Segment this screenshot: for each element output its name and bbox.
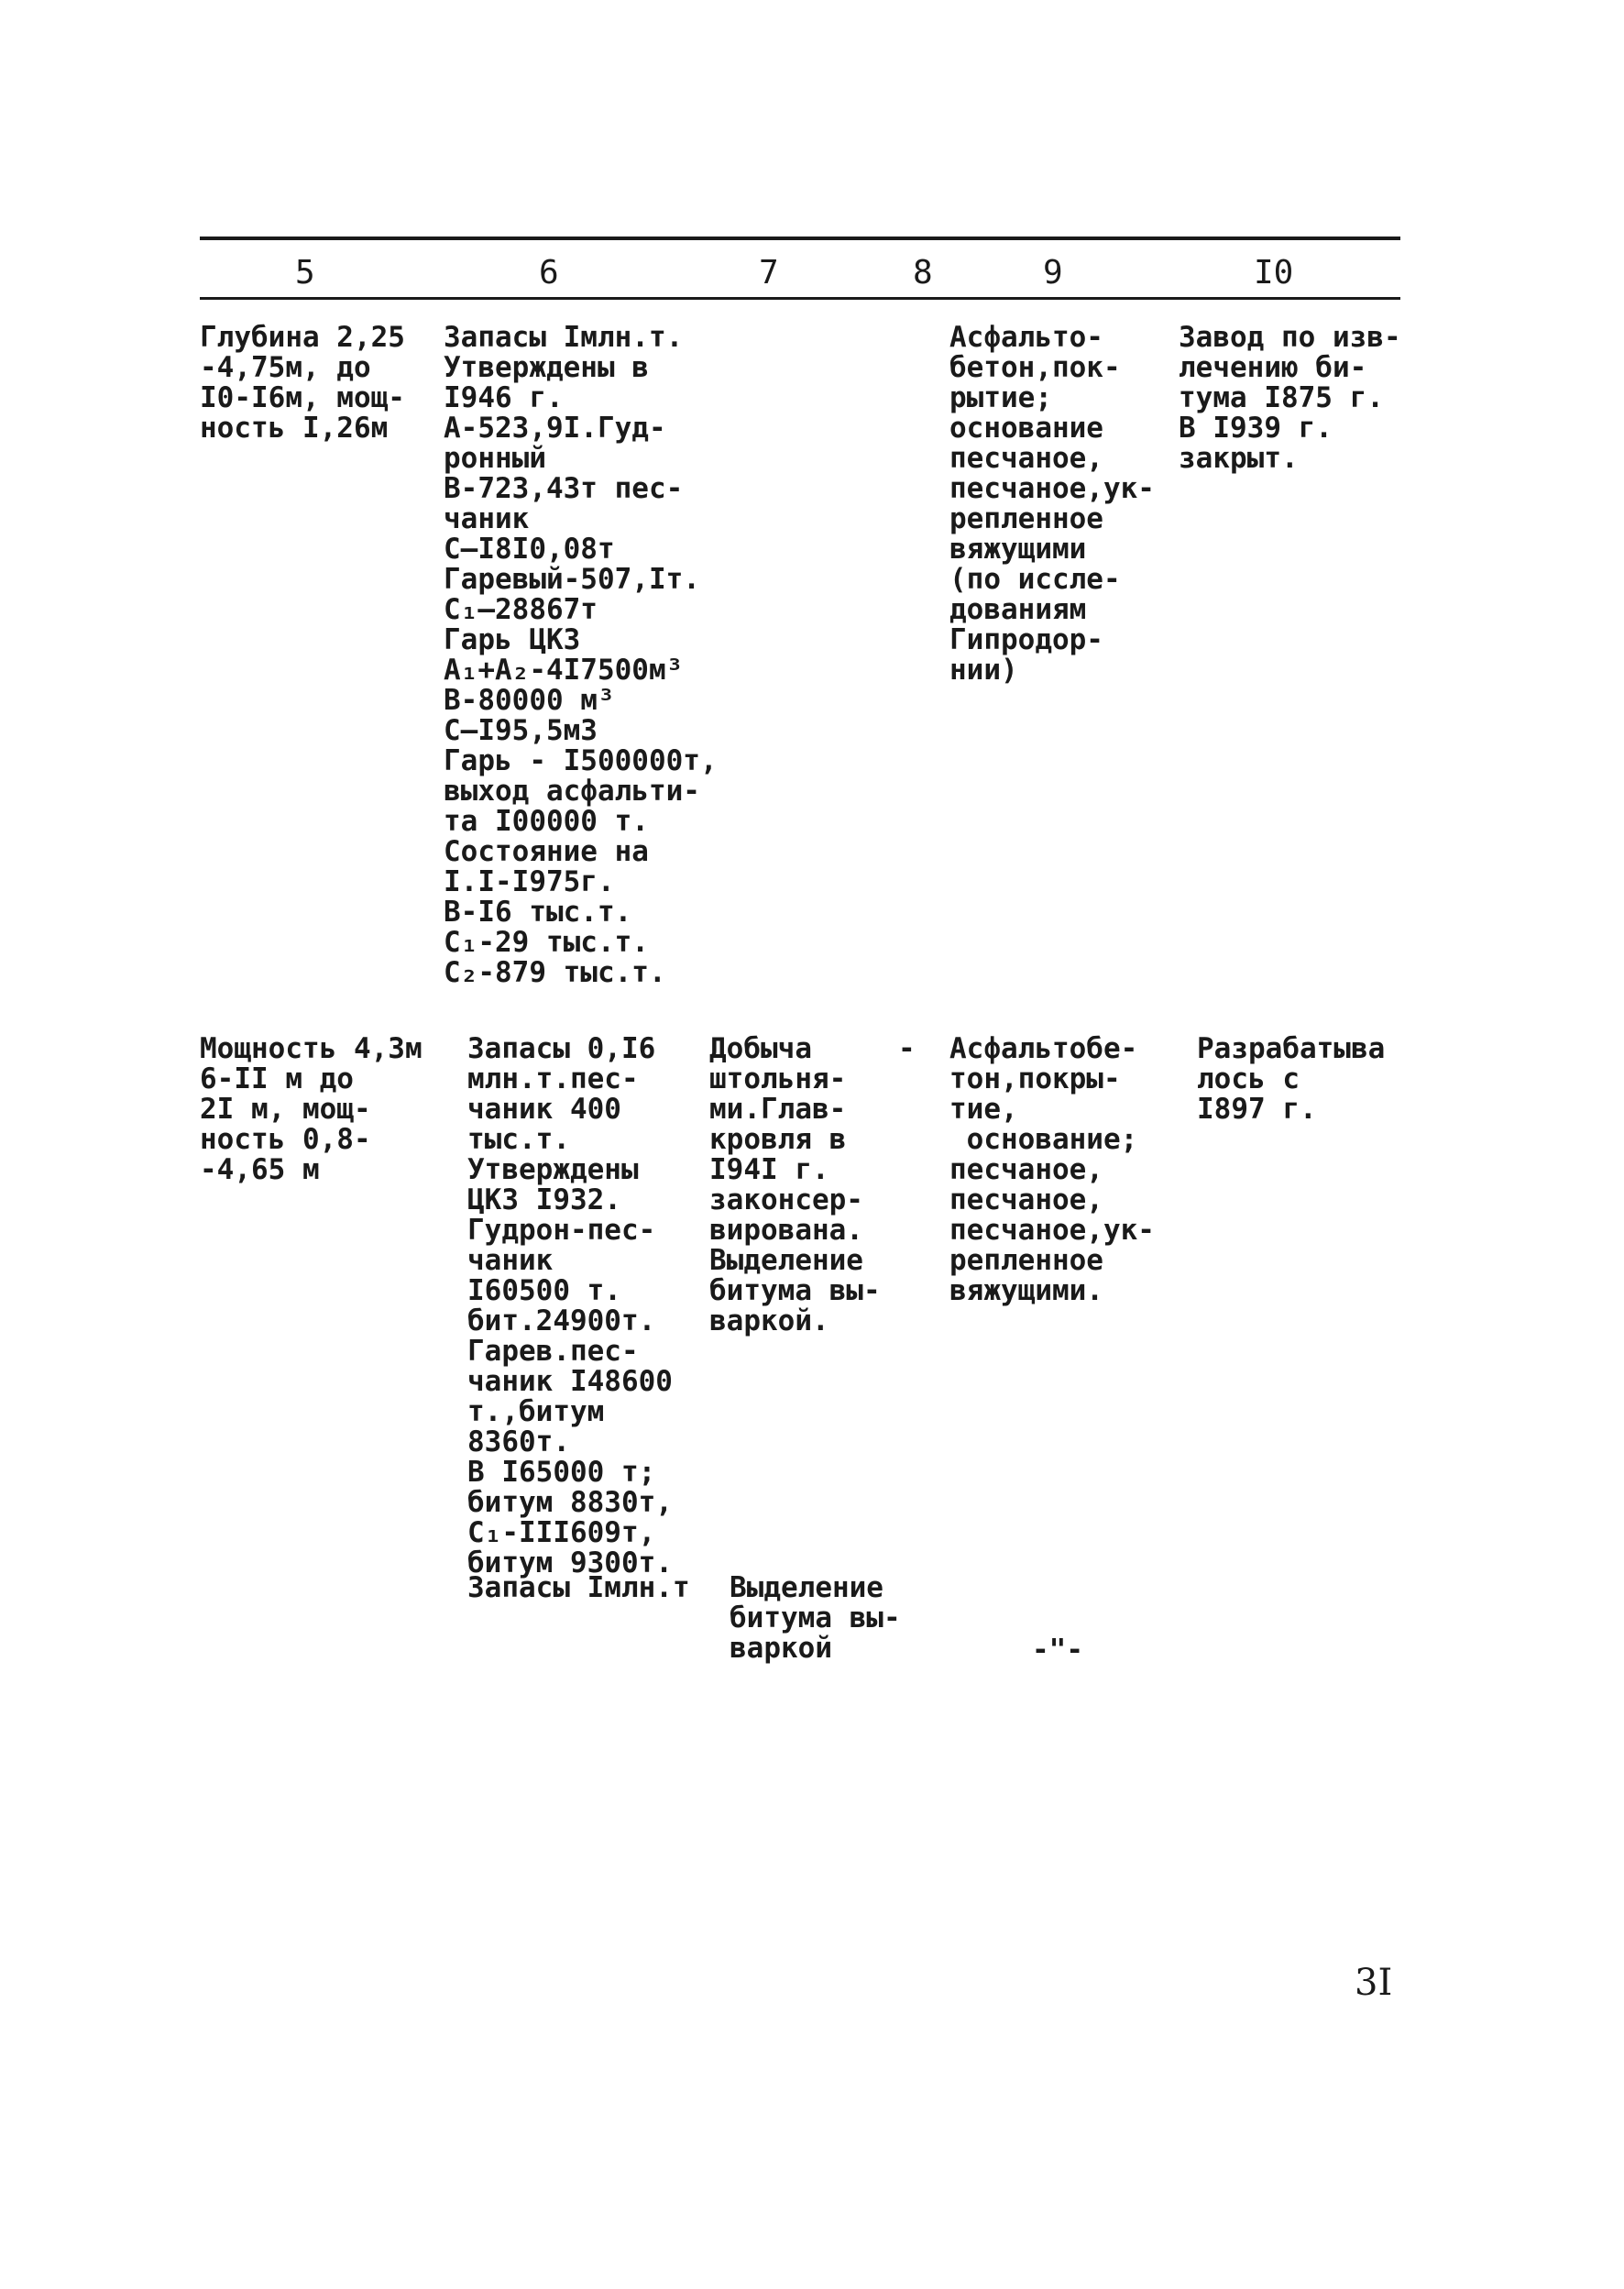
row2-col8-dash: -	[898, 1032, 916, 1065]
row1-depth-cell: Глубина 2,25 -4,75м, до I0-I6м, мощ- ность I,26м	[200, 321, 405, 445]
header-bottom-rule	[200, 297, 1400, 300]
row1-reserves-cell: Запасы Iмлн.т. Утверждены в I946 г. А-523,9I.Гуд- ронный В-723,43т пес- чаник С—I8I0,08т Гаревый-507,Iт. С₁—28867т Гарь ЦКЗ А₁+А₂-4I7500м³ В-80000 м³ С—I95,5м3 Гарь - I500000т, выход асфальти- та I00000 т. Состояние на I.I-I975г. В-I6 тыс.т. С₁-29 тыс.т. С₂-879 тыс.т.	[444, 321, 718, 989]
row2-thickness-cell: Мощность 4,3м 6-II м до 2I м, мощ- ность 0,8- -4,65 м	[200, 1032, 422, 1186]
row3-mining-cell: Выделение битума вы- варкой	[730, 1571, 901, 1665]
row2-notes-cell: Разрабатыва лось с I897 г.	[1197, 1032, 1386, 1126]
column-header-9: 9	[1043, 254, 1063, 292]
column-header-10: I0	[1254, 254, 1294, 292]
row1-notes-cell: Завод по изв- лечению би- тума I875 г. В I939 г. закрыт.	[1179, 321, 1401, 475]
row2-reserves-cell: Запасы 0,I6 млн.т.пес- чаник 400 тыс.т. Утверждены ЦКЗ I932. Гудрон-пес- чаник I60500 т. бит.24900т. Гарев.пес- чаник I48600 т.,битум 8360т. В I65000 т; битум 8830т, С₁-III609т, битум 9300т.	[467, 1032, 673, 1579]
row1-use-cell: Асфальто- бетон,пок- рытие; основание песчаное, песчаное,ук- репленное вяжущими (по иссле- дованиям Гипродор- нии)	[949, 321, 1155, 687]
column-header-5: 5	[295, 254, 315, 292]
row3-use-ditto: -"-	[1032, 1634, 1083, 1667]
column-header-8: 8	[913, 254, 933, 292]
row2-mining-cell: Добыча штольня- ми.Глав- кровля в I94I г. законсер- вирована. Выделение битума вы- варкой.	[709, 1032, 881, 1337]
row2-use-cell: Асфальтобе- тон,покры- тие, основание; песчаное, песчаное, песчаное,ук- репленное вяжущими.	[949, 1032, 1155, 1307]
table-top-rule	[200, 237, 1400, 240]
page-number: 3I	[1355, 1962, 1393, 2004]
row3-reserves-cell: Запасы Iмлн.т	[467, 1571, 690, 1604]
column-header-6: 6	[539, 254, 559, 292]
column-header-7: 7	[759, 254, 779, 292]
